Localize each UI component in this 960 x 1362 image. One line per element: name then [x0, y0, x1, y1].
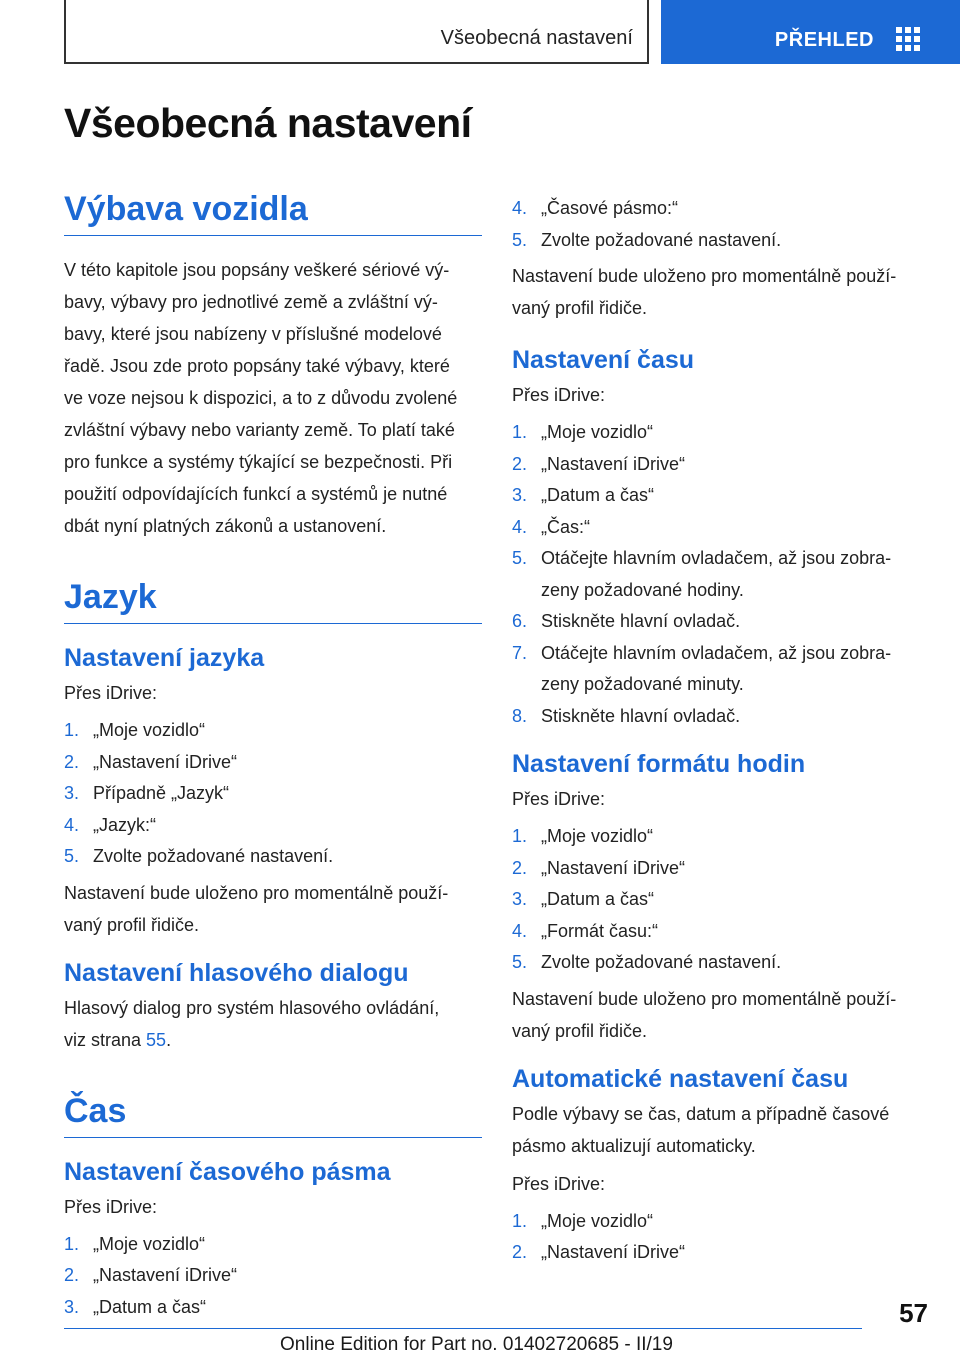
edition-text: Online Edition for Part no. 01402720685 - II/19 [280, 1334, 673, 1355]
via-idrive-text: Přes iDrive: [512, 385, 606, 405]
overview-tab-label: PŘEHLED [774, 29, 874, 51]
via-idrive-text: Přes iDrive: [512, 1173, 606, 1194]
page-number: 57 [899, 1298, 928, 1328]
list-item: 6. Stiskněte hlavní ovladač. [512, 611, 741, 631]
list-item: 2. „Nastavení iDrive“ [64, 1265, 238, 1285]
auto-time-steps [512, 1206, 922, 1269]
list-item: 1. „Moje vozidlo“ [64, 1233, 206, 1254]
list-item: 5. Zvolte požadované nastavení. [512, 229, 782, 250]
right-column [512, 193, 922, 1273]
paragraph-line: ve voze nejsou k dispozici, a to z důvodu zvolené [64, 388, 458, 408]
timezone-heading: Nastavení časového pásma [64, 1157, 391, 1186]
language-setting-heading: Nastavení jazyka [64, 644, 265, 672]
list-item: 5. Zvolte požadované nastavení. [512, 952, 782, 972]
time-setting-heading: Nastavení času [512, 346, 695, 374]
voice-dialog-paragraph: Hlasový dialog pro systém hlasového ovládání, viz strana 55. [64, 997, 440, 1050]
equipment-paragraph [64, 254, 482, 542]
language-note: Nastavení bude uloženo pro momentálně použí- vaný profil řidiče. [64, 882, 449, 935]
clock-format-steps [512, 821, 922, 979]
clock-format-heading: Nastavení formátu hodin [512, 750, 806, 778]
paragraph-line: bavy, které jsou nabízeny v příslušné modelové [64, 324, 442, 344]
paragraph-line: řadě. Jsou zde proto popsány také výbavy, které [64, 356, 450, 376]
list-item: 3. „Datum a čas“ [64, 1296, 207, 1317]
via-idrive-text: Přes iDrive: [64, 683, 158, 703]
timezone-steps-continued [512, 193, 922, 256]
list-item: 4. „Jazyk:“ [64, 814, 156, 835]
list-item: 3. „Datum a čas“ [512, 889, 655, 909]
left-column [64, 190, 482, 1327]
auto-time-heading: Automatické nastavení času [512, 1064, 849, 1093]
list-item: 5. Zvolte požadované nastavení. [64, 846, 334, 866]
timezone-note: Nastavení bude uloženo pro momentálně použí- vaný profil řidiče. [512, 266, 897, 318]
list-item: 1. „Moje vozidlo“ [512, 1210, 654, 1231]
list-item: 3. „Datum a čas“ [512, 485, 655, 505]
paragraph-line: bavy, výbavy pro jednotlivé země a zvláštní vý- [64, 292, 438, 312]
list-item: 1. „Moje vozidlo“ [512, 826, 654, 846]
paragraph-line: V této kapitole jsou popsány veškeré sériové vý- [64, 260, 450, 280]
time-heading: Čas [64, 1092, 482, 1138]
list-item: 7. Otáčejte hlavním ovladačem, až jsou zobra- zeny požadované minuty. [512, 642, 892, 694]
overview-tab[interactable] [661, 0, 960, 64]
list-item: 8. Stiskněte hlavní ovladač. [512, 705, 741, 726]
list-item: 5. Otáčejte hlavním ovladačem, až jsou zobra- zeny požadované hodiny. [512, 548, 892, 600]
list-item: 4. „Čas:“ [512, 516, 590, 537]
grid-menu-icon [896, 27, 920, 51]
auto-time-paragraph: Podle výbavy se čas, datum a případně časové pásmo aktualizují automaticky. [512, 1103, 890, 1156]
list-item: 1. „Moje vozidlo“ [64, 720, 206, 740]
list-item: 4. „Formát času:“ [512, 920, 659, 941]
time-setting-steps [512, 417, 922, 732]
list-item: 2. „Nastavení iDrive“ [512, 857, 686, 878]
paragraph-line: použití odpovídajících funkcí a systémů je nutné [64, 484, 448, 504]
paragraph-line: pro funkce a systémy týkající se bezpečnosti. Při [64, 452, 453, 472]
paragraph-line: dbát nyní platných zákonů a ustanovení. [64, 516, 387, 536]
page-link[interactable]: 55 [146, 1029, 167, 1050]
section-tab-label: Všeobecná nastavení [440, 27, 633, 49]
timezone-steps [64, 1229, 482, 1324]
list-item: 1. „Moje vozidlo“ [512, 422, 654, 442]
paragraph-line: zvláštní výbavy nebo varianty země. To platí také [64, 420, 455, 440]
via-idrive-text: Přes iDrive: [64, 1196, 158, 1217]
list-item: 2. „Nastavení iDrive“ [64, 751, 238, 772]
language-steps [64, 715, 482, 873]
list-item: 2. „Nastavení iDrive“ [512, 453, 686, 474]
page-title: Všeobecná nastavení [64, 100, 472, 146]
language-heading: Jazyk [64, 578, 482, 624]
via-idrive-text: Přes iDrive: [512, 789, 606, 809]
list-item: 4. „Časové pásmo:“ [512, 198, 679, 218]
footer-divider [64, 1328, 862, 1329]
clock-format-note: Nastavení bude uloženo pro momentálně použí- vaný profil řidiče. [512, 988, 897, 1041]
equipment-heading: Výbava vozidla [64, 190, 482, 236]
voice-dialog-heading: Nastavení hlasového dialogu [64, 958, 409, 987]
list-item: 3. Případně „Jazyk“ [64, 783, 230, 803]
list-item: 2. „Nastavení iDrive“ [512, 1242, 686, 1262]
section-tab[interactable] [64, 0, 649, 64]
